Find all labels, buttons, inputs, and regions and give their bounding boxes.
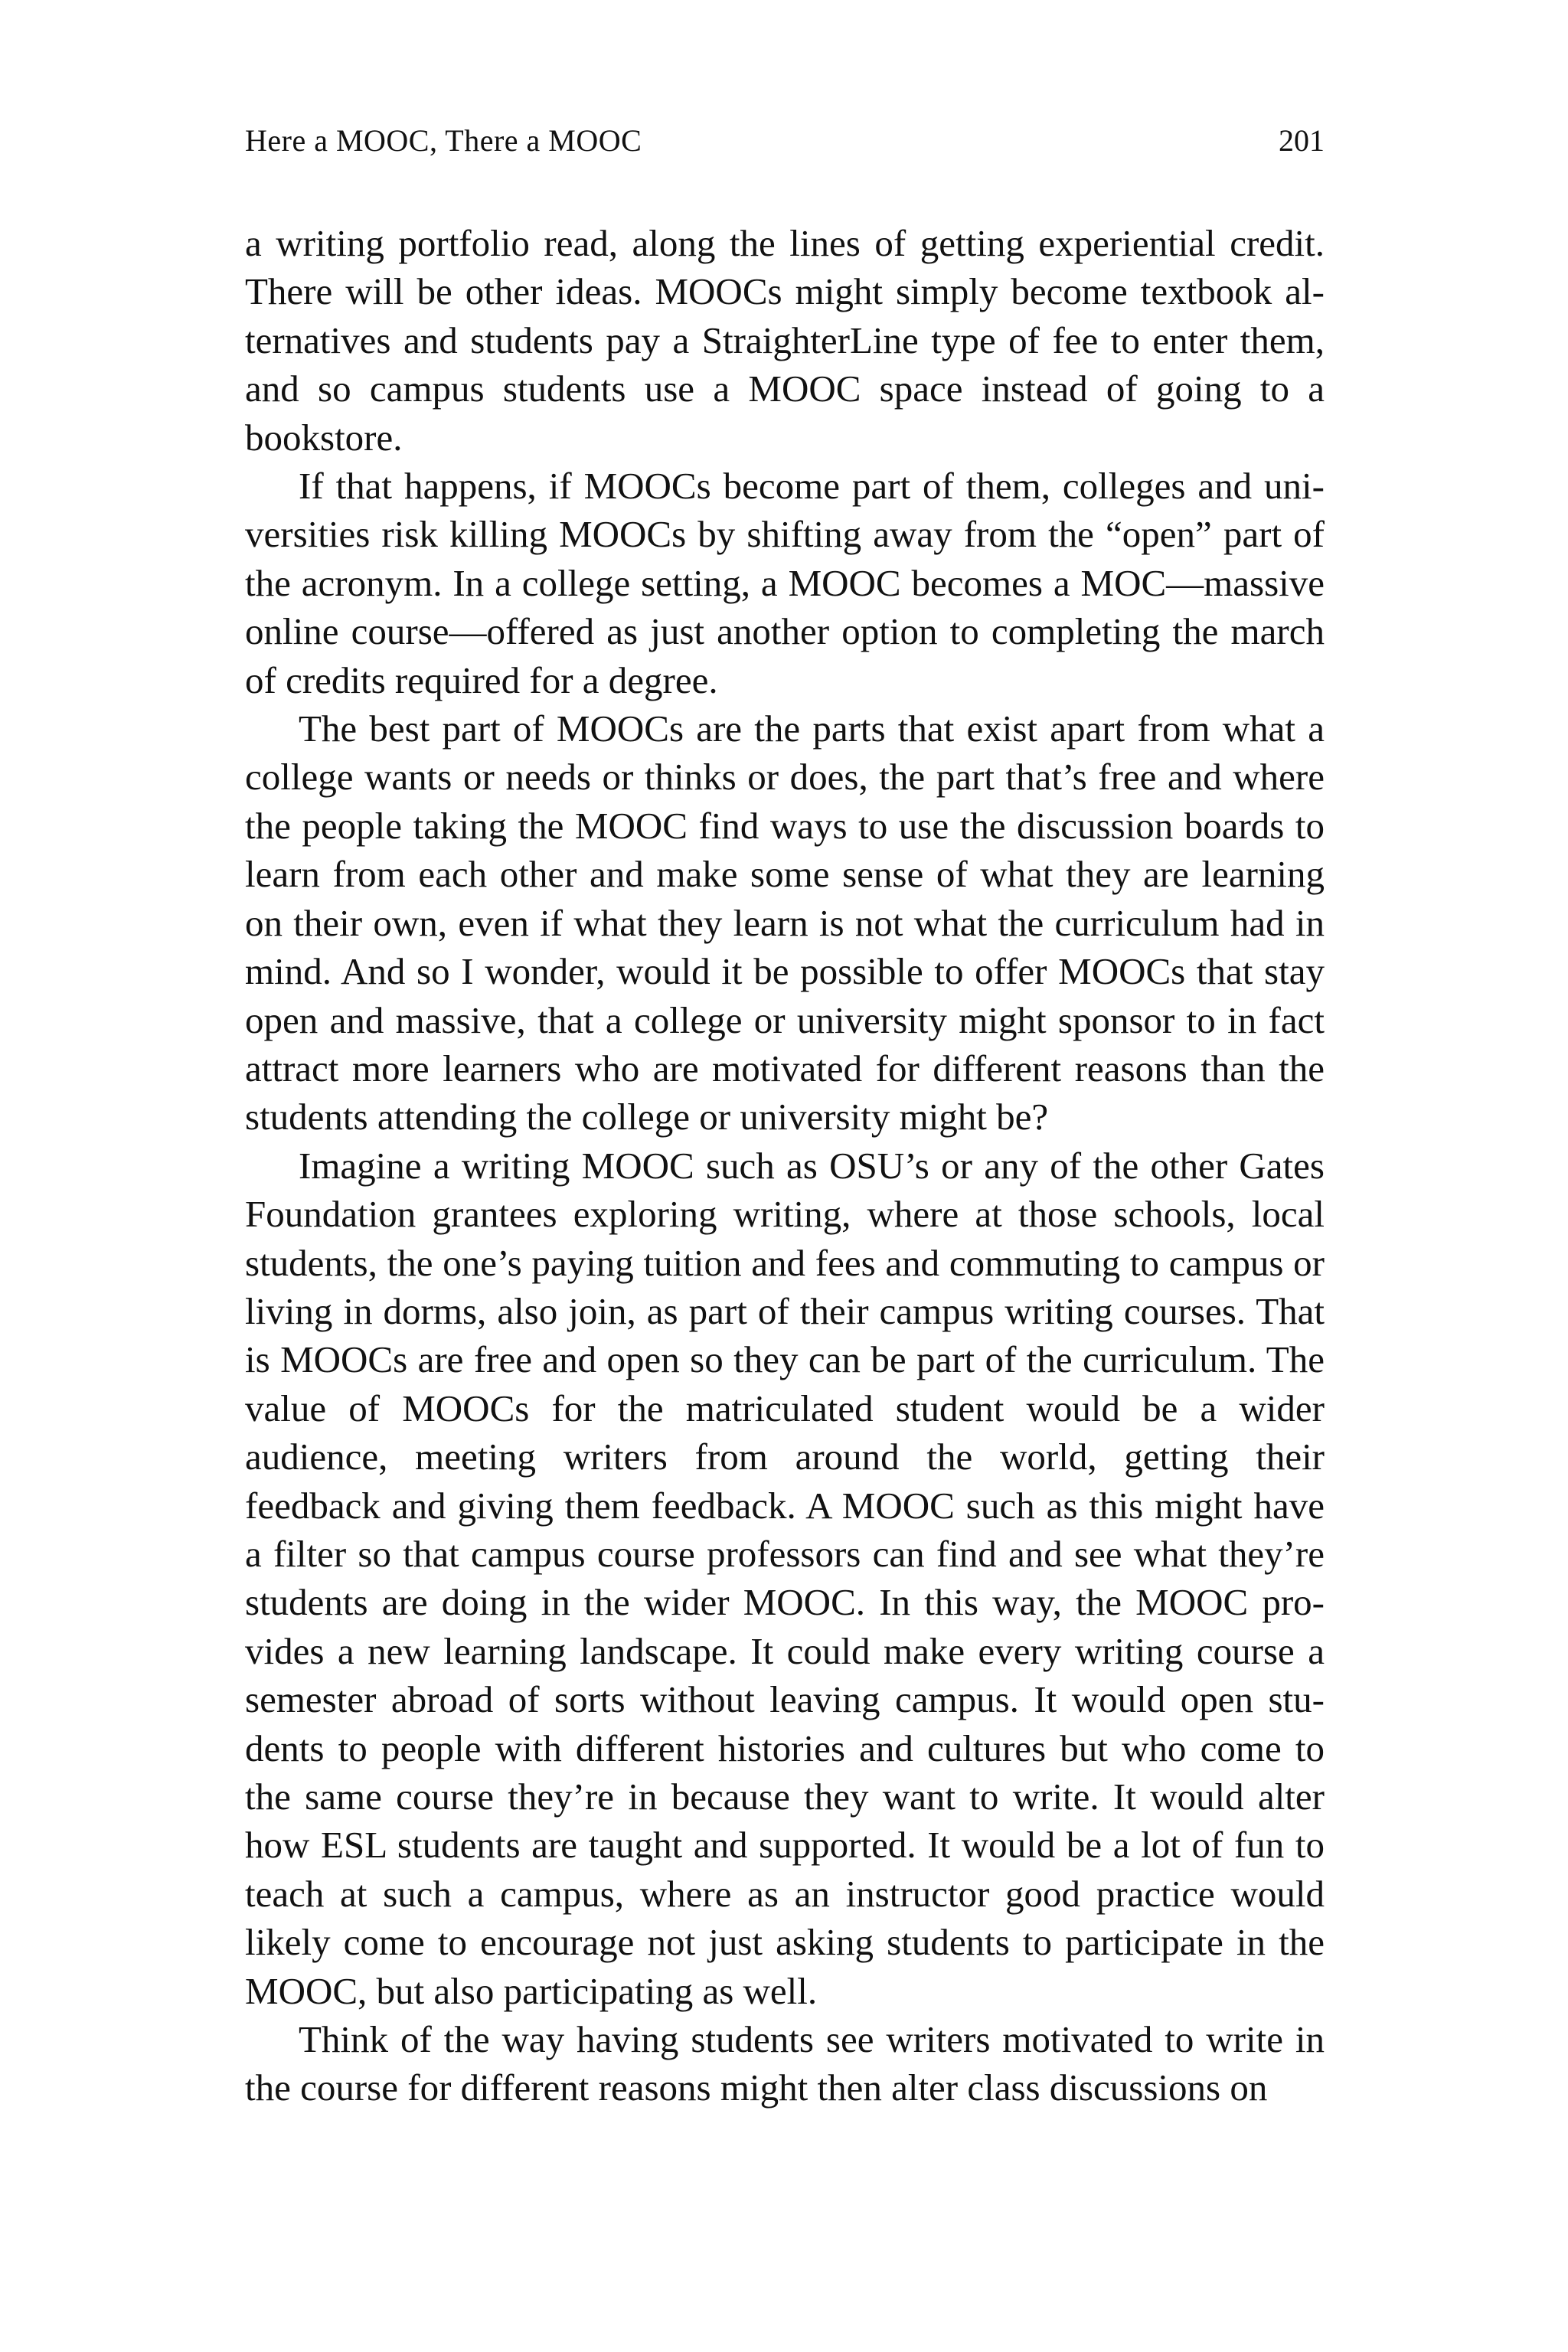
paragraph-5: Think of the way having students see writers motivated to write in the course for different reasons might then alter class discussions on: [245, 2018, 1325, 2109]
paragraph-1: a writing portfolio read, along the lines of getting experiential credit. There will be other ideas. MOOCs might simply become textbook alternatives and students pay a StraighterLine type of fee to enter them, and so campus students use a MOOC space instead of going to a bookstore.: [245, 222, 1325, 459]
running-head: [245, 122, 1325, 168]
running-title: Here a MOOC, There a MOOC: [245, 123, 642, 158]
paragraph-3: The best part of MOOCs are the parts that exist apart from what a college wants or needs or thinks or does, the part that’s free and where the people taking the MOOC find ways to use the discussion boards to learn from each other and make some sense of what they are learning on their own, even if what they learn is not what the curriculum had in mind. And so I wonder, would it be possible to offer MOOCs that stay open and massive, that a college or university might sponsor to in fact attract more learners who are motivated for different reasons than the students attending the college or university might be?: [245, 707, 1325, 1138]
paragraph-4: Imagine a writing MOOC such as OSU’s or any of the other Gates Foundation grantees exploring writing, where at those schools, local students, the one’s paying tuition and fees and commuting to campus or living in dorms, also join, as part of their campus writing courses. That is MOOCs are free and open so they can be part of the curriculum. The value of MOOCs for the matriculated student would be a wider audience, meeting writers from around the world, getting their feedback and giving them feedback. A MOOC such as this might have a filter so that campus course professors can find and see what they’re students are doing in the wider MOOC. In this way, the MOOC provides a new learning landscape. It could make every writing course a semester abroad of sorts without leaving campus. It would open students to people with different histories and cultures but who come to the same course they’re in because they want to write. It would alter how ESL students are taught and supported. It would be a lot of fun to teach at such a campus, where as an instructor good practice would likely come to encourage not just asking students to participate in the MOOC, but also participating as well.: [245, 1144, 1325, 2012]
page-number: 201: [1279, 123, 1325, 158]
paragraph-2: If that happens, if MOOCs become part of them, colleges and universities risk killing MOOCs by shifting away from the “open” part of the acronym. In a college setting, a MOOC becomes a MOC—massive online course—offered as just another option to completing the march of credits required for a degree.: [245, 465, 1325, 701]
body-text: [245, 219, 1325, 2112]
